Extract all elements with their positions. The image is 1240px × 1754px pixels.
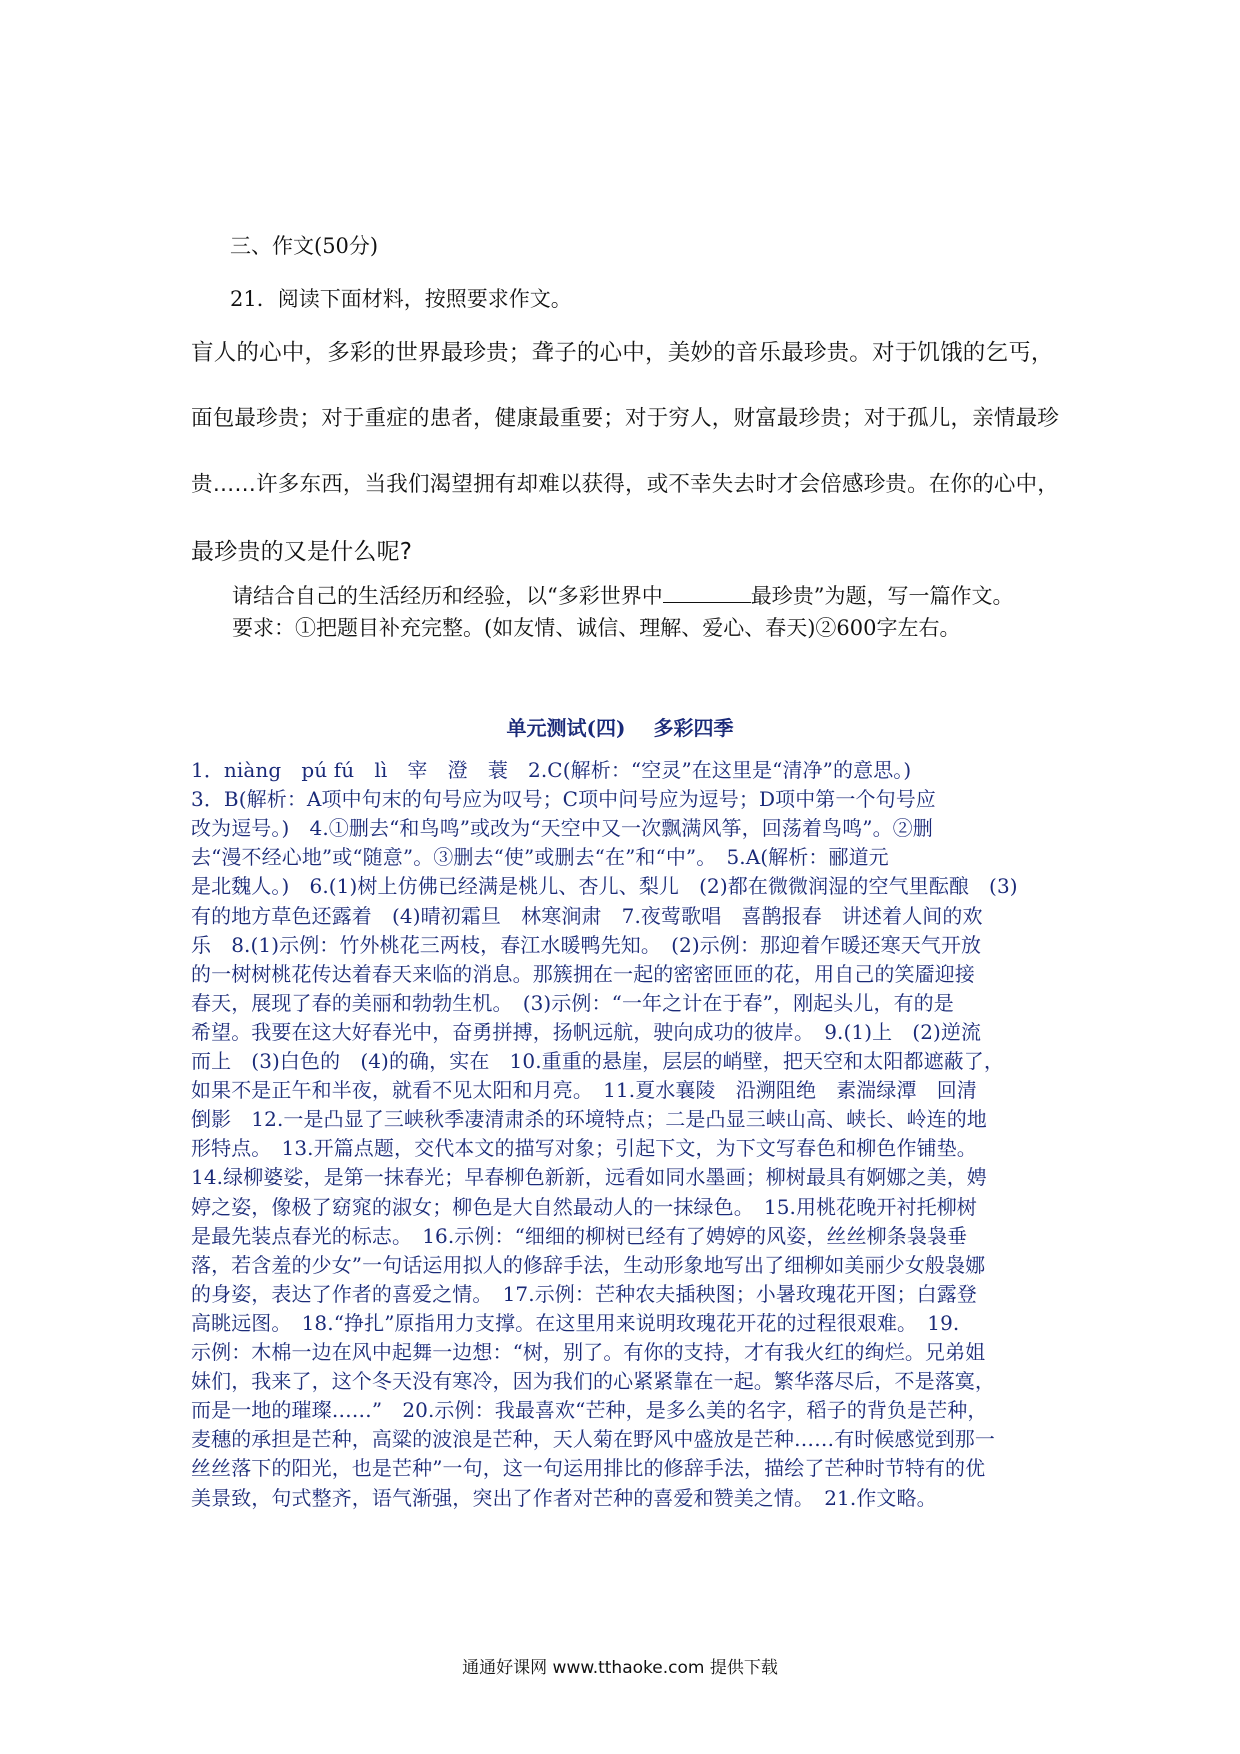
material-line: 贵……许多东西，当我们渴望拥有却难以获得，或不幸失去时才会倍感珍贵。在你的心中， bbox=[191, 472, 1060, 497]
question-21: 21．阅读下面材料，按照要求作文。 bbox=[230, 287, 572, 311]
answer-line: 婷之姿，像极了窈窕的淑女；柳色是大自然最动人的一抹绿色。 15.用桃花晚开衬托柳树 bbox=[191, 1194, 977, 1219]
answer-line: 是北魏人。) 6.(1)树上仿佛已经满是桃儿、杏儿、梨儿 (2)都在微微润湿的空气里酝酿 (3) bbox=[191, 874, 1018, 899]
answer-line: 的一树树桃花传达着春天来临的消息。那簇拥在一起的密密匝匝的花，用自己的笑靥迎接 bbox=[191, 961, 975, 986]
answer-line: 1．niàng pú fú lì 宰 澄 蓑 2.C(解析：“空灵”在这里是“清净”的意思。) bbox=[191, 758, 912, 782]
answer-line: 丝丝落下的阳光，也是芒种”一句，这一句运用排比的修辞手法，描绘了芒种时节特有的优 bbox=[191, 1456, 986, 1481]
answer-line: 美景致，句式整齐，语气渐强，突出了作者对芒种的喜爱和赞美之情。 21.作文略。 bbox=[191, 1485, 937, 1510]
answer-line: 高眺远图。 18.“挣扎”原指用力支撑。在这里用来说明玫瑰花开花的过程很艰难。 19. bbox=[191, 1310, 960, 1335]
answer-line: 落，若含羞的少女”一句话运用拟人的修辞手法，生动形象地写出了细柳如美丽少女般袅娜 bbox=[191, 1252, 986, 1277]
answer-line: 春天，展现了春的美丽和勃勃生机。 (3)示例：“一年之计在于春”，刚起头儿，有的是 bbox=[191, 990, 954, 1015]
answer-line: 14.绿柳婆娑，是第一抹春光；早春柳色新新，远看如同水墨画；柳树最具有婀娜之美，娉 bbox=[191, 1165, 987, 1190]
answer-line: 3．B(解析：A项中句末的句号应为叹号；C项中问号应为逗号；D项中第一个句号应 bbox=[191, 787, 936, 812]
answer-line: 有的地方草色还露着 (4)晴初霜旦 林寒涧肃 7.夜莺歌唱 喜鹊报春 讲述着人间的欢 bbox=[191, 903, 983, 928]
requirement-prefix: 请结合自己的生活经历和经验，以“多彩世界中 bbox=[232, 584, 663, 608]
answer-line: 形特点。 13.开篇点题，交代本文的描写对象；引起下文，为下文写春色和柳色作铺垫。 bbox=[191, 1136, 977, 1161]
answer-line: 示例：木棉一边在风中起舞一边想：“树，别了。有你的支持，才有我火红的绚烂。兄弟姐 bbox=[191, 1340, 986, 1364]
page-footer: 通通好课网 www.tthaoke.com 提供下载 bbox=[462, 1658, 778, 1678]
answer-line: 希望。我要在这大好春光中，奋勇拼搏，扬帆远航，驶向成功的彼岸。 9.(1)上 (2)逆流 bbox=[191, 1019, 982, 1044]
answer-line: 麦穗的承担是芒种，高粱的波浪是芒种，天人菊在野风中盛放是芒种……有时候感觉到那一 bbox=[191, 1427, 995, 1452]
answer-line: 去“漫不经心地”或“随意”。③删去“使”或删去“在”和“中”。 5.A(解析：郦道元 bbox=[191, 845, 889, 870]
answer-line: 乐 8.(1)示例：竹外桃花三两枝，春江水暖鸭先知。 (2)示例：那迎着乍暖还寒天气开放 bbox=[191, 932, 982, 957]
answer-line: 是最先装点春光的标志。 16.示例：“细细的柳树已经有了娉婷的风姿，丝丝柳条袅袅垂 bbox=[191, 1223, 968, 1248]
requirement-line bbox=[232, 580, 1013, 610]
answer-unit-title bbox=[0, 712, 1240, 741]
answer-line: 而是一地的璀璨……” 20.示例：我最喜欢“芒种，是多么美的名字，稻子的背负是芒种， bbox=[191, 1398, 988, 1423]
section-heading: 三、作文(50分) bbox=[230, 234, 379, 258]
unit-label: 单元测试(四) bbox=[506, 716, 626, 740]
material-line: 面包最珍贵；对于重症的患者，健康最重要；对于穷人，财富最珍贵；对于孤儿，亲情最珍 bbox=[191, 406, 1060, 431]
unit-name: 多彩四季 bbox=[653, 716, 734, 740]
material-line: 盲人的心中，多彩的世界最珍贵；聋子的心中，美妙的音乐最珍贵。对于饥饿的乞丐， bbox=[191, 340, 1054, 366]
answer-line: 改为逗号。) 4.①删去“和鸟鸣”或改为“天空中又一次飘满风筝，回荡着鸟鸣”。②删 bbox=[191, 816, 933, 841]
answer-line: 而上 (3)白色的 (4)的确，实在 10.重重的悬崖，层层的峭壁，把天空和太阳都遮蔽了， bbox=[191, 1049, 1004, 1073]
material-line: 最珍贵的又是什么呢? bbox=[191, 539, 413, 565]
requirement-line-2: 要求：①把题目补充完整。(如友情、诚信、理解、爱心、春天)②600字左右。 bbox=[232, 616, 961, 640]
title-blank bbox=[663, 584, 751, 603]
answer-line: 的身姿，表达了作者的喜爱之情。 17.示例：芒种农夫插秧图；小暑玫瑰花开图；白露登 bbox=[191, 1281, 977, 1306]
answer-line: 倒影 12.一是凸显了三峡秋季凄清肃杀的环境特点；二是凸显三峡山高、峡长、岭连的地 bbox=[191, 1107, 987, 1132]
answer-line: 妹们，我来了，这个冬天没有寒冷，因为我们的心紧紧靠在一起。繁华落尽后，不是落寞， bbox=[191, 1369, 995, 1394]
answer-line: 如果不是正午和半夜，就看不见太阳和月亮。 11.夏水襄陵 沿溯阻绝 素湍绿潭 回清 bbox=[191, 1078, 977, 1103]
requirement-suffix: 最珍贵”为题，写一篇作文。 bbox=[750, 584, 1014, 608]
